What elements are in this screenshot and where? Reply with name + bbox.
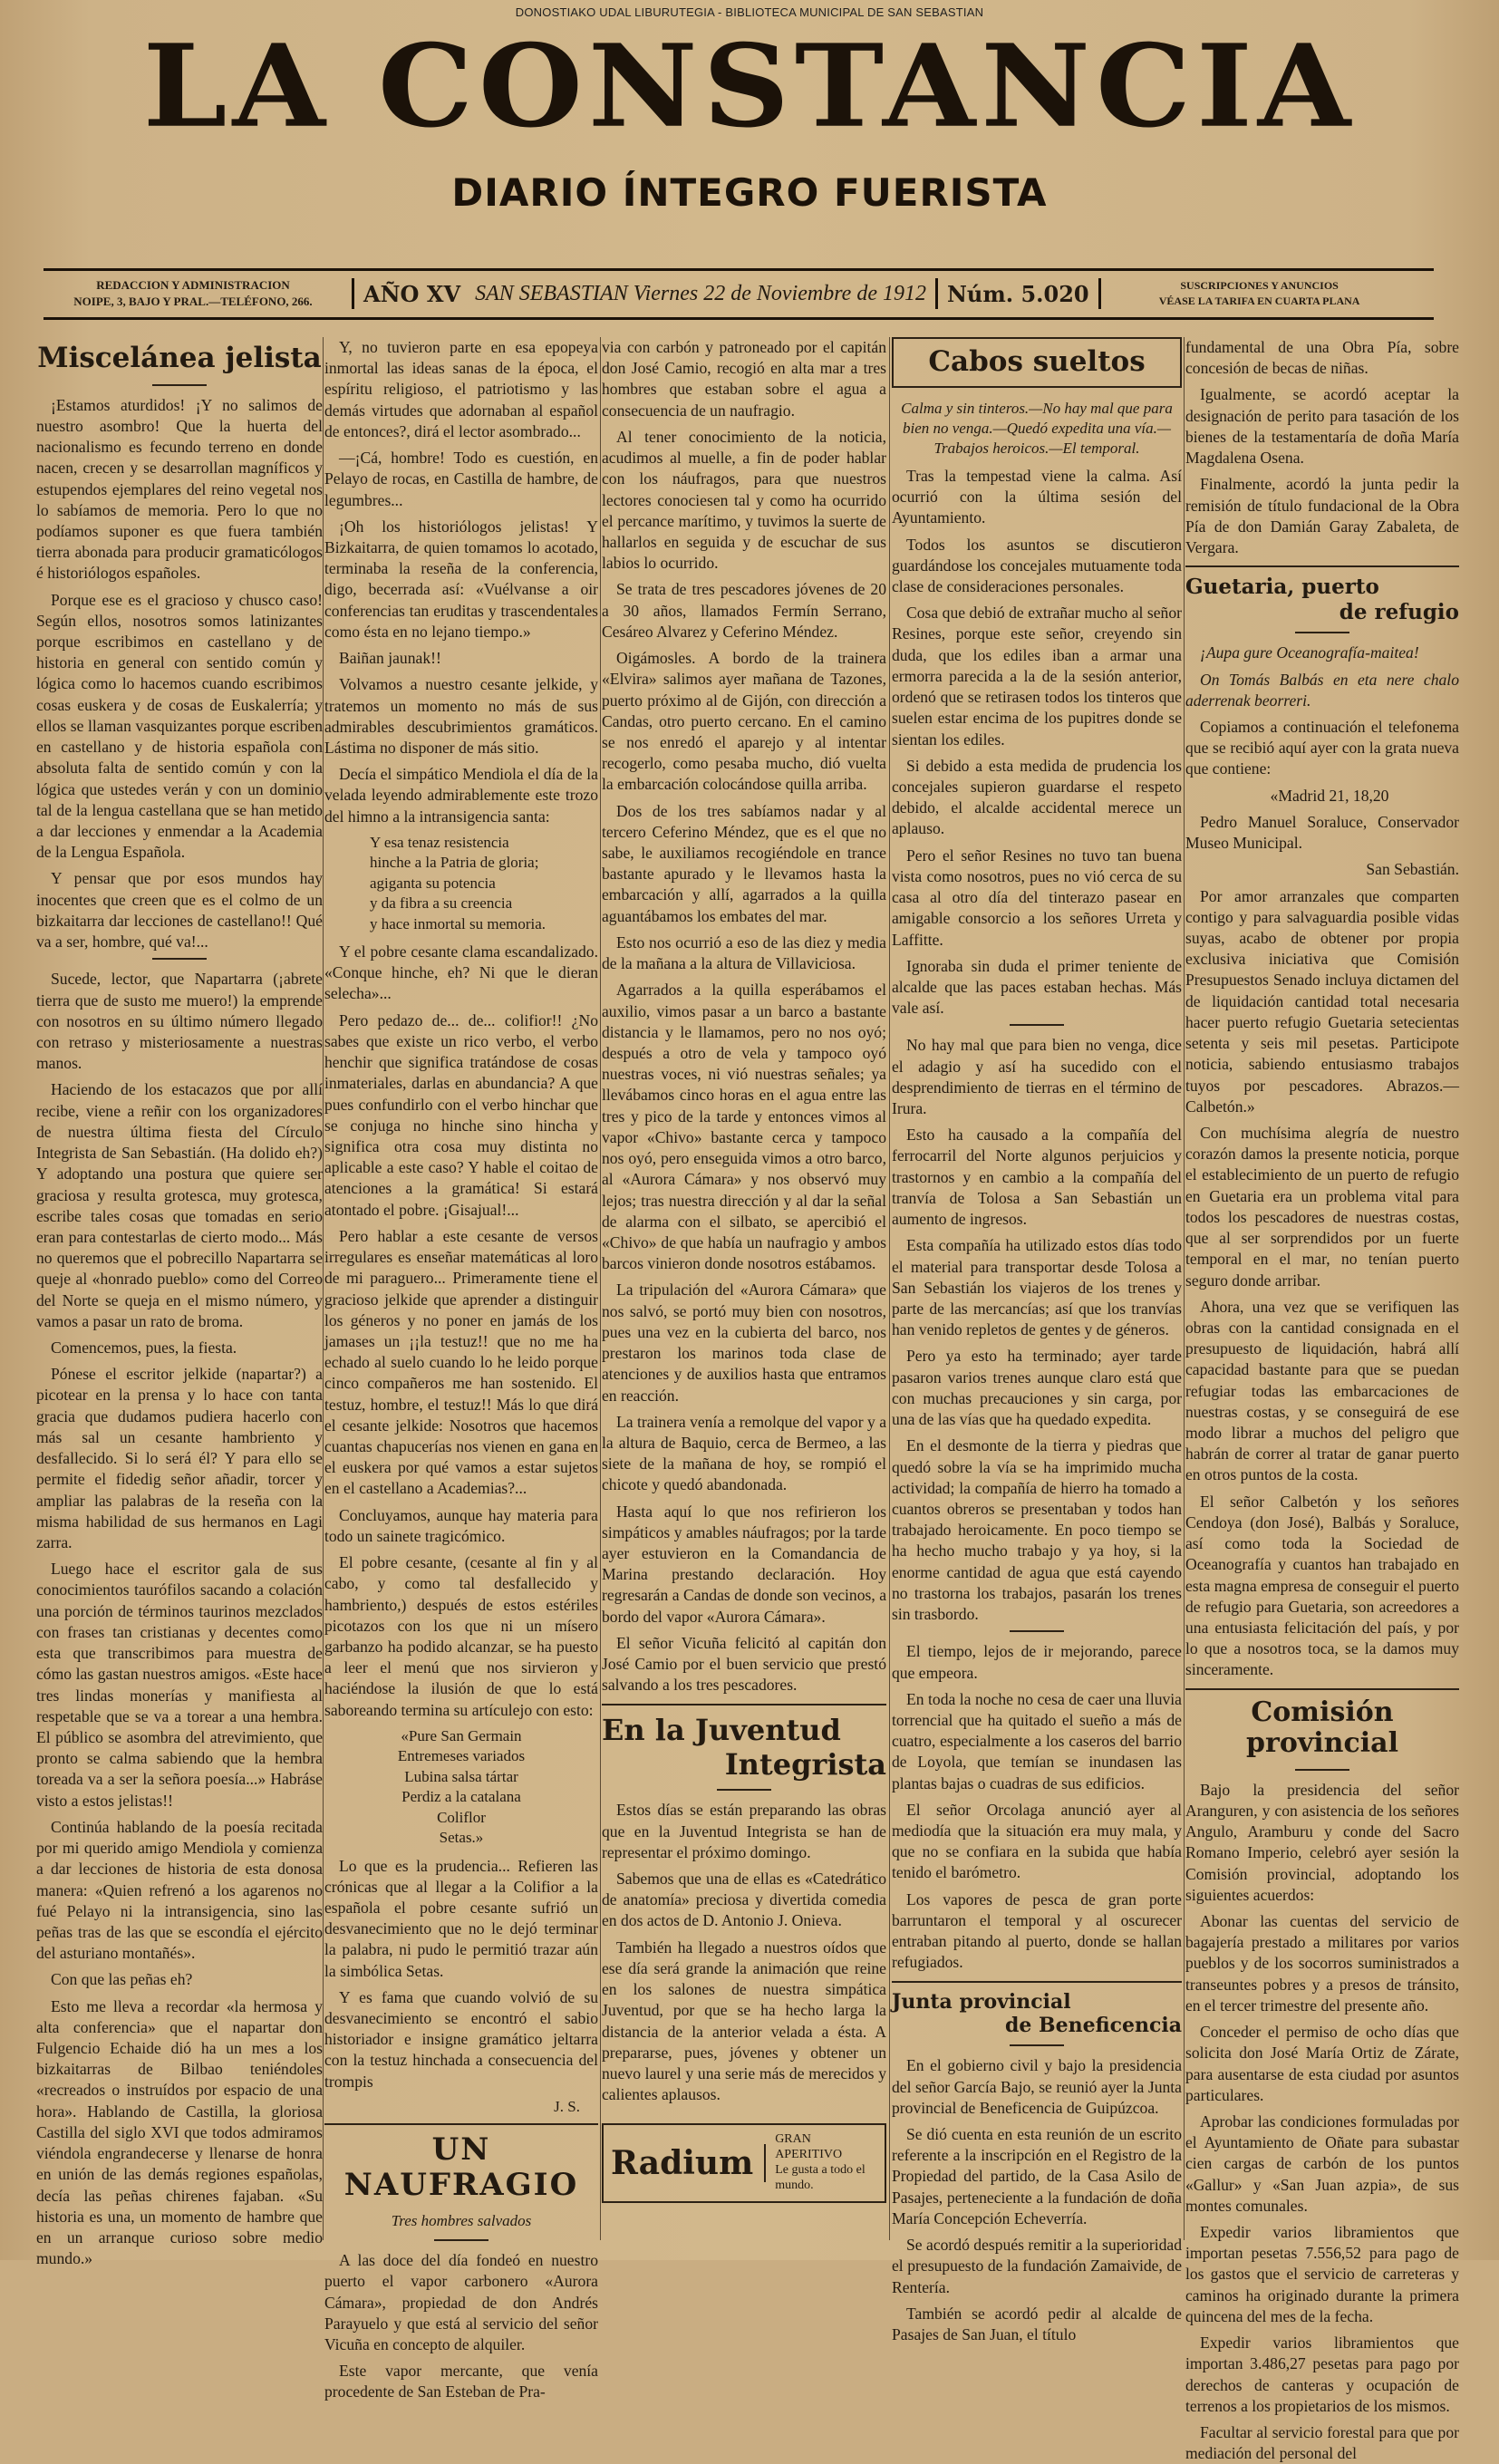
issue-number: Núm. 5.020 — [946, 280, 1089, 307]
paragraph: Porque ese es el gracioso y chusco caso! Según ellos, nosotros somos latinizantes porque escribimos en castellano y de historia en general con sentido común y lógica como lo hacemos cuando escribimos cosas euskera y de cosas de Euskalerría; y ellos se llaman vasquizantes porque escriben en castellano y de historia española con absoluta falta de sentido común y con la lógica que ustedes verán y con un dominio tal de la lengua castellana que se han metido a dar lecciones y enmendar a la Academia de la Lengua Española. — [36, 590, 323, 862]
bottom-rule — [44, 317, 1434, 320]
summary-line: Calma y sin tinteros.—No hay mal que para bien no venga.—Quedó expedita una vía.—Trabajos heroicos.—El temporal. — [901, 399, 1173, 457]
paragraph: El tiempo, lejos de ir mejorando, parece que empeora. — [892, 1642, 1182, 1682]
heading-rule — [152, 384, 207, 386]
paragraph: ¡Estamos aturdidos! ¡Y no salimos de nuestro asombro! Que la huerta del nacionalismo es fecundo terreno en donde nacen, crecen y se desarrollan magníficos y estupendos ejemplares del reino vegetal nos lo sabíamos de memoria. Pero lo que no podíamos suponer es que fuera también tierra abonada para producir gramaticólogos é historiólogos españoles. — [36, 395, 323, 583]
section-rule — [1010, 1024, 1064, 1026]
address-block — [44, 277, 343, 309]
paragraph: Cosa que debió de extrañar mucho al señor Resines, porque este señor, creyendo sin duda, que los ediles iban a armar una ermorra parecida a la de la sesión anterior, ordenó que se retirasen todos los tinteros que suelen estar encima de los pupitres donde se sientan los ediles. — [892, 604, 1182, 749]
paragraph: Pedro Manuel Soraluce, Conservador Museo Municipal. — [1185, 812, 1459, 853]
heading-line: de refugio — [1339, 599, 1459, 624]
paragraph: —¡Cá, hombre! Todo es cuestión, en Pelayo de rocas, en Castilla de hambre, de legumbres... — [324, 449, 598, 509]
masthead-title: LA CONSTANCIA — [142, 19, 1357, 154]
paragraph: Ahora, una vez que se verifiquen las obras con la cantidad consignada en el presupuesto de liquidación, habrá allí capacidad bastante para que se puedan refugiar todas las embarcaciones de nuestras costas, y se conseguirá de ese modo librar a muchos del peligro que habrán de correr al tratar de ganar puerto en otros puntos de la costa. — [1185, 1297, 1459, 1484]
heading-line: Junta provincial — [892, 1989, 1071, 2014]
signature: J. S. — [554, 2097, 580, 2115]
column-3 — [602, 337, 886, 2240]
paragraph: Se acordó después remitir a la superioridad el presupuesto de la fundación Zamaivide, de Rentería. — [892, 2236, 1182, 2296]
paragraph: Conceder el permiso de ocho días que solicita don José María Ortiz de Zárate, para ausentarse de esta ciudad por asuntos particulares. — [1185, 2023, 1459, 2104]
section-rule — [1185, 565, 1459, 567]
column-1 — [36, 337, 323, 2268]
paragraph: Facultar al servicio forestal para que por mediación del personal del — [1185, 2423, 1459, 2463]
paragraph: Baiñan jaunak!! — [339, 649, 441, 668]
separator — [352, 278, 354, 309]
subs-line-2: VÉASE LA TARIFA EN CUARTA PLANA — [1158, 295, 1360, 307]
paragraph: Haciendo de los estacazos que por allí recibe, viene a reñir con los organizadores de nuestra última fiesta del Círculo Integrista de San Sebastián. (Ha dolido eh?) Y adoptando una postura que quiere ser graciosa y resulta grotesca, muy grotesca, escribe tales cosas que tomadas en serio eran para contestarlas de cierto modo... Más no queremos que el pobrecillo Napartarra se queje al «honrado pueblo» como del Correo del Norte se queja en el mismo número, y vamos a pasar un rato de broma. — [36, 1080, 323, 1330]
paragraph: Pónese el escritor jelkide (napartar?) a picotear en la prensa y lo hace con tanta gracia que dudamos pudiera hacerlo con más sal un cesante hambriento y desfallecido. Si lo será él? Y para ello se permite el fidedig señor añadir, torcer y ampliar las palabras de la reseña con la misma habilidad de sus hermanos en Lagi zarra. — [36, 1365, 323, 1552]
paragraph: Tras la tempestad viene la calma. Así ocurrió con la última sesión del Ayuntamiento. — [892, 466, 1182, 527]
paragraph: Finalmente, acordó la junta pedir la remisión de título fundacional de la Obra Pía de don Damián Garay Zabaleta, de Vergara. — [1185, 475, 1459, 556]
paragraph: Igualmente, se acordó aceptar la designación de perito para tasación de los bienes de la testamentaría de doña María Magdalena Osena. — [1185, 385, 1459, 468]
paragraph: La trainera venía a remolque del vapor y a la altura de Baquio, cerca de Bermeo, a las siete de la mañana de hoy, se rompió el chicote y quedó abandonada. — [602, 1412, 886, 1494]
paragraph: A las doce del día fondeó en nuestro puerto el vapor carbonero «Aurora Cámara», propiedad de don Andrés Parayuelo y que está al servicio del señor Vicuña en concepto de alquiler. — [324, 2251, 598, 2353]
menu-line: Lubina salsa tártar — [404, 1767, 518, 1785]
paragraph: En el desmonte de la tierra y piedras que quedó sobre la vía se ha imprimido mucha actividad; la compañía de hierro ha tomado a cuantos obreros se presentaban y todos han trabajado heroicamente. En poco tiempo se ha hecho mucho trabajo y ya hoy, si la enorme cantidad de agua que está cayendo no trastorna los trabajos, pasarán los trenes sin trasbordo. — [892, 1436, 1182, 1624]
paragraph: Expedir varios libramientos que importan pesetas 7.556,52 para pago de los gastos que el servicio de carreteras y caminos ha originado durante la primera quincena del mes de la fecha. — [1185, 2223, 1459, 2325]
paragraph: Este vapor mercante, que venía procedente de San Esteban de Pra- — [324, 2362, 598, 2401]
poem-line: hinche a la Patria de gloria; — [370, 854, 539, 872]
paragraph: Bajo la presidencia del señor Aranguren, y con asistencia de los señores Angulo, Aramburu y conde del Sacro Romano Imperio, celebró ayer sesión la Comisión provincial, adoptando los siguientes acuerdos: — [1185, 1780, 1459, 1904]
column-4 — [892, 337, 1182, 2343]
paragraph: Comencemos, pues, la fiesta. — [51, 1338, 237, 1358]
address-line-2: NOIPE, 3, BAJO Y PRAL.—TELÉFONO, 266. — [73, 295, 313, 308]
section-rule — [892, 1981, 1182, 1983]
heading-rule — [1295, 1769, 1349, 1771]
menu-line: Setas.» — [439, 1829, 484, 1847]
paragraph: No hay mal que para bien no venga, dice el adagio y así ha sucedido con el desprendimiento de tierras en el término de Irura. — [892, 1036, 1182, 1118]
paragraph: Pero hablar a este cesante de versos irregulares es enseñar matemáticas al loro de mi paraguero... Primeramente tiene el gracioso jelkide que aprender a distinguir los géneros y no poner en jamás de los jamases un ¡¡la testuz!! que no me ha echado al suelo cuando lo he leido porque cinco compañeros me han sostenido. El testuz, hombre, el testuz!! Más lo que dirá el cesante jelkide: Nosotros que hacemos cuantas chapucerías nos vienen en gana en el euskera por qué vamos a estar sujetos en el castellano a Academias?... — [324, 1226, 598, 1498]
paragraph: Esto nos ocurrió a eso de las diez y media de la mañana a la altura de Villaviciosa. — [602, 932, 886, 973]
paragraph: Volvamos a nuestro cesante jelkide, y tratemos un momento no más de sus admirables descubrimientos gramáticos. Lástima no disponer de más sitio. — [324, 675, 598, 757]
paragraph: En toda la noche no cesa de caer una lluvia torrencial que ha quitado el sueño a más de cuatro, especialmente a los caseros del barrio de Loyola, que temían se inundasen las plantas bajas o cuadras de sus edificios. — [892, 1689, 1182, 1792]
article-heading: Cabos sueltos — [928, 345, 1146, 378]
heading-line: Integrista — [724, 1746, 886, 1782]
paragraph: También ha llegado a nuestros oídos que ese día será grande la animación que reine en los salones de nuestra simpática Juventud, por que se ha hecho larga la distancia de la anterior velada a ésta. A prepararse, pues, jóvenes y obtener un nuevo laurel y una serie más de merecidos y calientes aplausos. — [602, 1937, 886, 2104]
paragraph: Sucede, lector, que Napartarra (¡abrete tierra que de susto me muero!) la emprende con nosotros en su último número llegado con retraso y misteriosamente a nuestras manos. — [36, 970, 323, 1073]
separator — [935, 278, 938, 309]
paragraph: Oigámosles. A bordo de la trainera «Elvira» salimos ayer mañana de Tazones, puerto próximo al de Gijón, con dirección a Candas, otro puerto cercano. En el camino se nos enredó el aparejo y al intentar recogerlo, como pesaba mucho, dió vuelta la embarcación colocándose quilla arriba. — [602, 649, 886, 794]
paragraph: Pero el señor Resines no tuvo tan buena vista como nosotros, pues no vió cerca de su casa al otro día del tinterazo pasear en amigable consorcio a los señores Urreta y Laffitte. — [892, 845, 1182, 949]
paragraph: Concluyamos, aunque hay materia para todo un sainete tragicómico. — [324, 1505, 598, 1545]
paragraph: Si debido a esta medida de prudencia los concejales supieron guardarse el respeto debido, el alcalde accidental merece un aplauso. — [892, 756, 1182, 838]
paragraph: Y el pobre cesante clama escandalizado. «Conque hinche, eh? Ni que le dieran selecha»... — [324, 942, 598, 1003]
paragraph: Con que las peñas eh? — [51, 1970, 193, 1989]
ad-line: GRAN APERITIVO — [775, 2132, 843, 2162]
menu-line: Coliflor — [437, 1808, 486, 1826]
paragraph: Por amor arranzales que comparten contigo y para salvaguardia posible vidas suyas, acabo de obtener por propia exclusiva iniciativa que Comisión Presupuestos Senado incluya dictamen del de liquidación cantidad total necesaria hacer puerto refugio Guetaria setecientas setenta y seis mil pesetas. Participote noticia, sabiendo entusiasmo trabajos tuyos por pescadores. Abrazos.—Calbetón.» — [1185, 886, 1459, 1116]
heading-line: En la Juventud — [602, 1712, 841, 1747]
paragraph: ¡Oh los historiólogos jelistas! Y Bizkaitarra, de quien tomamos lo acotado, terminaba la reseña de la conferencia, digo, becerrada así: «Vuélvanse a oir conferencias tan eruditas y trascendentales como ésta en no lejano tiempo.» — [324, 517, 598, 641]
quote-line: ¡Aupa gure Oceanografía-maitea! — [1200, 643, 1419, 662]
telegram-place: San Sebastián. — [1366, 860, 1459, 879]
ad-line: Le gusta a todo el — [775, 2163, 866, 2177]
paragraph: Todos los asuntos se discutieron guardándose los concejales mutuamente toda clase de consideraciones personales. — [892, 535, 1182, 596]
ad-line: mundo. — [775, 2178, 814, 2192]
paragraph: Luego hace el escritor gala de sus conocimientos taurófilos sacando a colación una porción de términos taurinos mezclados con frases tan cristianas y decentes como esta que transcribimos para muestra de cómo las gastan nuestros amigos. «Este hace tres lindas monerías y manifiesta al respetable que se va a torear a una hembra. El público se asombra del atrevimiento, que pronto se calma sabiendo que la hembra toreada va a ser la señora poesía...» Habráse visto a estos jelistas!! — [36, 1560, 323, 1810]
paragraph: Se dió cuenta en esta reunión de un escrito referente a la inscripción en el Registro de la Propiedad del partido, de la Casa Asilo de Pasajes, perteneciente a la fundación de doña María Concepción Echeverría. — [892, 2125, 1182, 2227]
poem-line: y hace inmortal su memoria. — [370, 914, 546, 932]
heading-line: de Beneficencia — [1004, 2013, 1182, 2037]
article-heading: UN NAUFRAGIO — [343, 2131, 579, 2203]
paragraph: Pero ya esto ha terminado; ayer tarde pasaron varios trenes aunque claro está que con muchas precauciones y sin carga, por una de las vías que ha quedado expedita. — [892, 1347, 1182, 1429]
issue-date: SAN SEBASTIAN Viernes 22 de Noviembre de 1912 — [475, 281, 926, 305]
menu-line: Entremeses variados — [397, 1747, 526, 1765]
column-divider — [323, 337, 324, 2240]
paragraph: Al tener conocimiento de la noticia, acudimos al muelle, a fin de poder hablar con los náufragos, para que nuestros lectores conociesen tal y como ha ocurrido el percance marítimo, y tuvimos la suerte de hallarlos en seguida y de escuchar de sus labios lo ocurrido. — [602, 427, 886, 573]
paragraph: Esta compañía ha utilizado estos días todo el material para transportar desde Tolosa a San Sebastián los viajeros de los trenes y parte de las mercancías; así que los tranvías han venido repletos de gentes y de géneros. — [892, 1236, 1182, 1339]
ad-text — [775, 2132, 877, 2193]
subscriptions-block — [1110, 278, 1409, 310]
heading-line: Guetaria, puerto — [1185, 575, 1379, 600]
heading-rule — [434, 2239, 488, 2241]
paragraph: Pero pedazo de... de... colifior!! ¿No sabes que existe un rico verbo, el verbo henchir que significa tratándose de cosas inmateriales, darlas en abundancia? A que pues confundirlo con el verbo hinchar que se conjuga no hinche sino hincha y significa otra cosa muy distinta no aplicable a este caso? Y hable el coitao de atenciones a la gramática! Si estará atontado el pobre. ¡Gisajual!... — [324, 1010, 598, 1219]
paragraph: Dos de los tres sabíamos nadar y al tercero Ceferino Méndez, que es el que no sabe, le auxiliamos recogiéndole en trance bastante apurado y le llevamos hasta la embarcación y allí, agarrados a la quilla aguantábamos los embates del mar. — [602, 801, 886, 925]
paragraph: Estos días se están preparando las obras que en la Juventud Integrista se han de representar el próximo domingo. — [602, 1801, 886, 1861]
paragraph: Agarrados a la quilla esperábamos el auxilio, vimos pasar a un barco a bastante distancia y le llamamos, pero no nos oyó; después a otro de vela y tampoco oyó nuestras voces, ni vió nuestras señales; ya llevábamos cinco horas en el agua entre las tres y pico de la tarde y entonces vimos al vapor «Chivo» bastante cerca y tampoco nos oyó, pero enseguida vimos a otro barco, al «Aurora Cámara» y nos observó muy lejos; tras nuestra dirección y al dar la señal de alarma con el silbato, se apercibió el «Chivo» de que había un naufragio y ambos barcos vinieron donde nosotros estábamos. — [602, 981, 886, 1273]
column-divider — [600, 337, 601, 2240]
poem-line: Y esa tenaz resistencia — [370, 833, 509, 851]
paragraph: Los vapores de pesca de gran porte barruntaron el temporal y al oscurecer entraban pitando al puerto, donde se hallan refugiados. — [892, 1889, 1182, 1972]
poem-line: agiganta su potencia — [370, 874, 496, 892]
heading-rule — [1295, 632, 1349, 633]
paragraph: Copiamos a continuación el telefonema que se recibió aquí ayer con la grata nueva que contiene: — [1185, 718, 1459, 778]
article-heading — [1185, 575, 1459, 624]
paragraph: Con muchísima alegría de nuestro corazón damos la presente noticia, porque el establecimiento de un puerto de refugio en Guetaria era un problema vital para todos los pescadores de nuestras costas, que al ser sorprendidos por un fuerte temporal en el mar, no tenían puerto seguro donde arribar. — [1185, 1123, 1459, 1290]
paragraph: La tripulación del «Aurora Cámara» que nos salvó, se portó muy bien con nosotros, pues una vez en la cubierta del barco, nos prestaron los marinos toda clase de atenciones y de auxilios hasta que entramos en reacción. — [602, 1280, 886, 1405]
paragraph: El señor Orcolaga anunció ayer al mediodía que la situación era muy mala, y que no se confiara en la subida que había tenido el barómetro. — [892, 1800, 1182, 1882]
article-heading — [892, 1990, 1182, 2038]
paragraph: Y es fama que cuando volvió de su desvanecimiento se encontró el sabio historiador e insigne gramático jeltarra con la testuz hinchada a consecuencia del trompis — [324, 1987, 598, 2091]
column-2 — [324, 337, 598, 2401]
column-divider — [1184, 337, 1185, 2240]
subs-line-1: SUSCRIPCIONES Y ANUNCIOS — [1180, 278, 1339, 292]
menu-line: Perdiz a la catalana — [401, 1788, 521, 1806]
paragraph: Y pensar que por esos mundos hay inocentes que creen que es el colmo de un bizkaitarra dar lecciones de castellano!! Qué va a ser, hombre, qué va!... — [36, 869, 323, 952]
library-watermark: DONOSTIAKO UDAL LIBURUTEGIA - BIBLIOTECA MUNICIPAL DE SAN SEBASTIAN — [515, 5, 984, 19]
section-rule — [602, 1704, 886, 1705]
section-rule — [152, 958, 207, 960]
paragraph: Esto me lleva a recordar «la hermosa y alta conferencia» que el napartar don Fulgencio Echaide dió ha un mes a los bizkaitarras de Bilbao teniéndoles «recreados o instruídos por espacio de una hora». Hablando de Castilla, la gloriosa Castilla del siglo XVI que todos admiramos viéndola engrandecerse y llenarse de honra en unión de las demás regiones españolas, decía las peñas chirenes fajaban. «Su historia es una, un momento de hambre que en un arranque curioso sobre medio mundo.» — [36, 1996, 323, 2268]
paragraph: En el gobierno civil y bajo la presidencia del señor García Bajo, se reunió ayer la Junta provincial de Beneficencia de Guipúzcoa. — [892, 2056, 1182, 2117]
article-heading: Comisión provincial — [1246, 1696, 1398, 1760]
paragraph: Continúa hablando de la poesía recitada por mi querido amigo Mendiola y comienza a dar lecciones de historia de esta donosa manera: «Quien refrenó a los agarenos no fué Pelayo ni la intransigencia, sino las peñas tras de las que se escondía el ejército del asturiano montañés». — [36, 1817, 323, 1963]
article-heading: Miscelánea jelista — [37, 342, 322, 374]
telegram-header: «Madrid 21, 18,20 — [1270, 786, 1389, 805]
heading-box — [892, 337, 1182, 388]
paragraph: Aprobar las condiciones formuladas por el Ayuntamiento de Oñate para subastar cien cargas de carbón de los puntos «Gallur» y «San Juan azpia», de sus montes comunales. — [1185, 2111, 1459, 2215]
poem-excerpt — [324, 833, 598, 934]
paragraph: Ignoraba sin duda el primer teniente de alcalde que las paces estaban hechas. Más vale así. — [892, 956, 1182, 1018]
year-label: AÑO XV — [363, 280, 461, 307]
radium-advertisement — [602, 2123, 886, 2202]
paragraph: Lo que es la prudencia... Refieren las crónicas que al llegar a la Colifior a la española el pobre cesante sufrió un desvanecimiento que no le dejó terminar la palabra, ni pudo le permitió trazar aún la simbólica Setas. — [324, 1856, 598, 1980]
separator — [1098, 278, 1101, 309]
paragraph: Expedir varios libramientos que importan 3.486,27 pesetas para pago por derechos de canteras y ocupación de terrenos a los propietarios de los mismos. — [1185, 2334, 1459, 2415]
poem-line: y da fibra a su creencia — [370, 894, 513, 913]
heading-rule — [1010, 2044, 1064, 2046]
quote-line: On Tomás Balbás en eta nere chalo aderrenak beorreri. — [1185, 670, 1459, 710]
paragraph: El señor Calbetón y los señores Cendoya (don José), Balbás y Soraluce, así como toda la Sociedad de Oceanografía y cuantos han trabajado en esta magna empresa de conseguir el puerto de refugio para Guetaria, son acreedores a una entusiasta felicitación del país, y por lo que a nosotros toca, se la damos muy sinceramente. — [1185, 1492, 1459, 1679]
paragraph: via con carbón y patroneado por el capitán don José Camio, recogió en alta mar a tres hombres que estaban sobre el agua a consecuencia de un naufragio. — [602, 338, 886, 420]
info-bar — [44, 275, 1434, 313]
masthead-subtitle: DIARIO ÍNTEGRO FUERISTA — [451, 170, 1048, 215]
paragraph: Decía el simpático Mendiola el día de la velada leyendo admirablemente este trozo del himno a la intransigencia santa: — [324, 765, 598, 826]
heading-rule — [717, 1789, 771, 1791]
menu-line: «Pure San Germain — [401, 1726, 522, 1744]
paragraph: El señor Vicuña felicitó al capitán don José Camio por el buen servicio que prestó salvando a los tres pescadores. — [602, 1633, 886, 1695]
ad-brand: Radium — [611, 2144, 766, 2182]
paragraph: fundamental de una Obra Pía, sobre concesión de becas de niñas. — [1185, 338, 1459, 378]
paragraph: Sabemos que una de ellas es «Catedrático de anatomía» preciosa y divertida comedia en dos actos de D. Antonio J. Onieva. — [602, 1870, 886, 1930]
top-rule — [44, 268, 1434, 271]
paragraph: Hasta aquí lo que nos refirieron los simpáticos y amables náufragos; por la tarde ayer estuvieron en la Comandancia de Marina prestando declaración. Hoy regresarán a Candas de donde son vecinos, a bordo del vapor «Aurora Cámara». — [602, 1502, 886, 1626]
section-rule — [1185, 1688, 1459, 1690]
section-rule — [324, 2123, 598, 2125]
article-heading — [602, 1713, 886, 1783]
article-subheading: Tres hombres salvados — [391, 2212, 532, 2230]
paragraph: Abonar las cuentas del servicio de bagajería prestado a militares por varios pueblos y de los socorros suministrados a transeuntes pobres y a presos de tránsito, en el tercer trimestre del presente año. — [1185, 1911, 1459, 2015]
paragraph: Y, no tuvieron parte en esa epopeya inmortal las ideas sanas de la época, el espíritu religioso, el patriotismo y las demás virtudes que adornaban al español de entonces?, dirá el lector asombrado... — [324, 338, 598, 440]
menu-list — [324, 1726, 598, 1849]
section-rule — [1010, 1630, 1064, 1632]
column-divider — [889, 337, 890, 2240]
paragraph: También se acordó pedir al alcalde de Pasajes de San Juan, el título — [892, 2304, 1182, 2343]
paragraph: Se trata de tres pescadores jóvenes de 20 a 30 años, llamados Fermín Serrano, Cesáreo Alvarez y Ceferino Méndez. — [602, 580, 886, 641]
address-line-1: REDACCION Y ADMINISTRACION — [96, 278, 290, 293]
paragraph: El pobre cesante, (cesante al fin y al cabo, y como tal desfallecido y hambriento,) después de estos estériles picotazos con los que ni un mísero garbanzo ha podido alcanzar, se ha puesto a leer el menú que nos sirvieron y haciéndose la ilusión de que lo está saboreando termina su artículejo con esto: — [324, 1553, 598, 1719]
column-5 — [1185, 337, 1459, 2463]
paragraph: Esto ha causado a la compañía del ferrocarril del Norte algunos perjuicios y trastornos y en cambio a la compañía del tranvía de Tolosa a San Sebastián un aumento de ingresos. — [892, 1126, 1182, 1229]
